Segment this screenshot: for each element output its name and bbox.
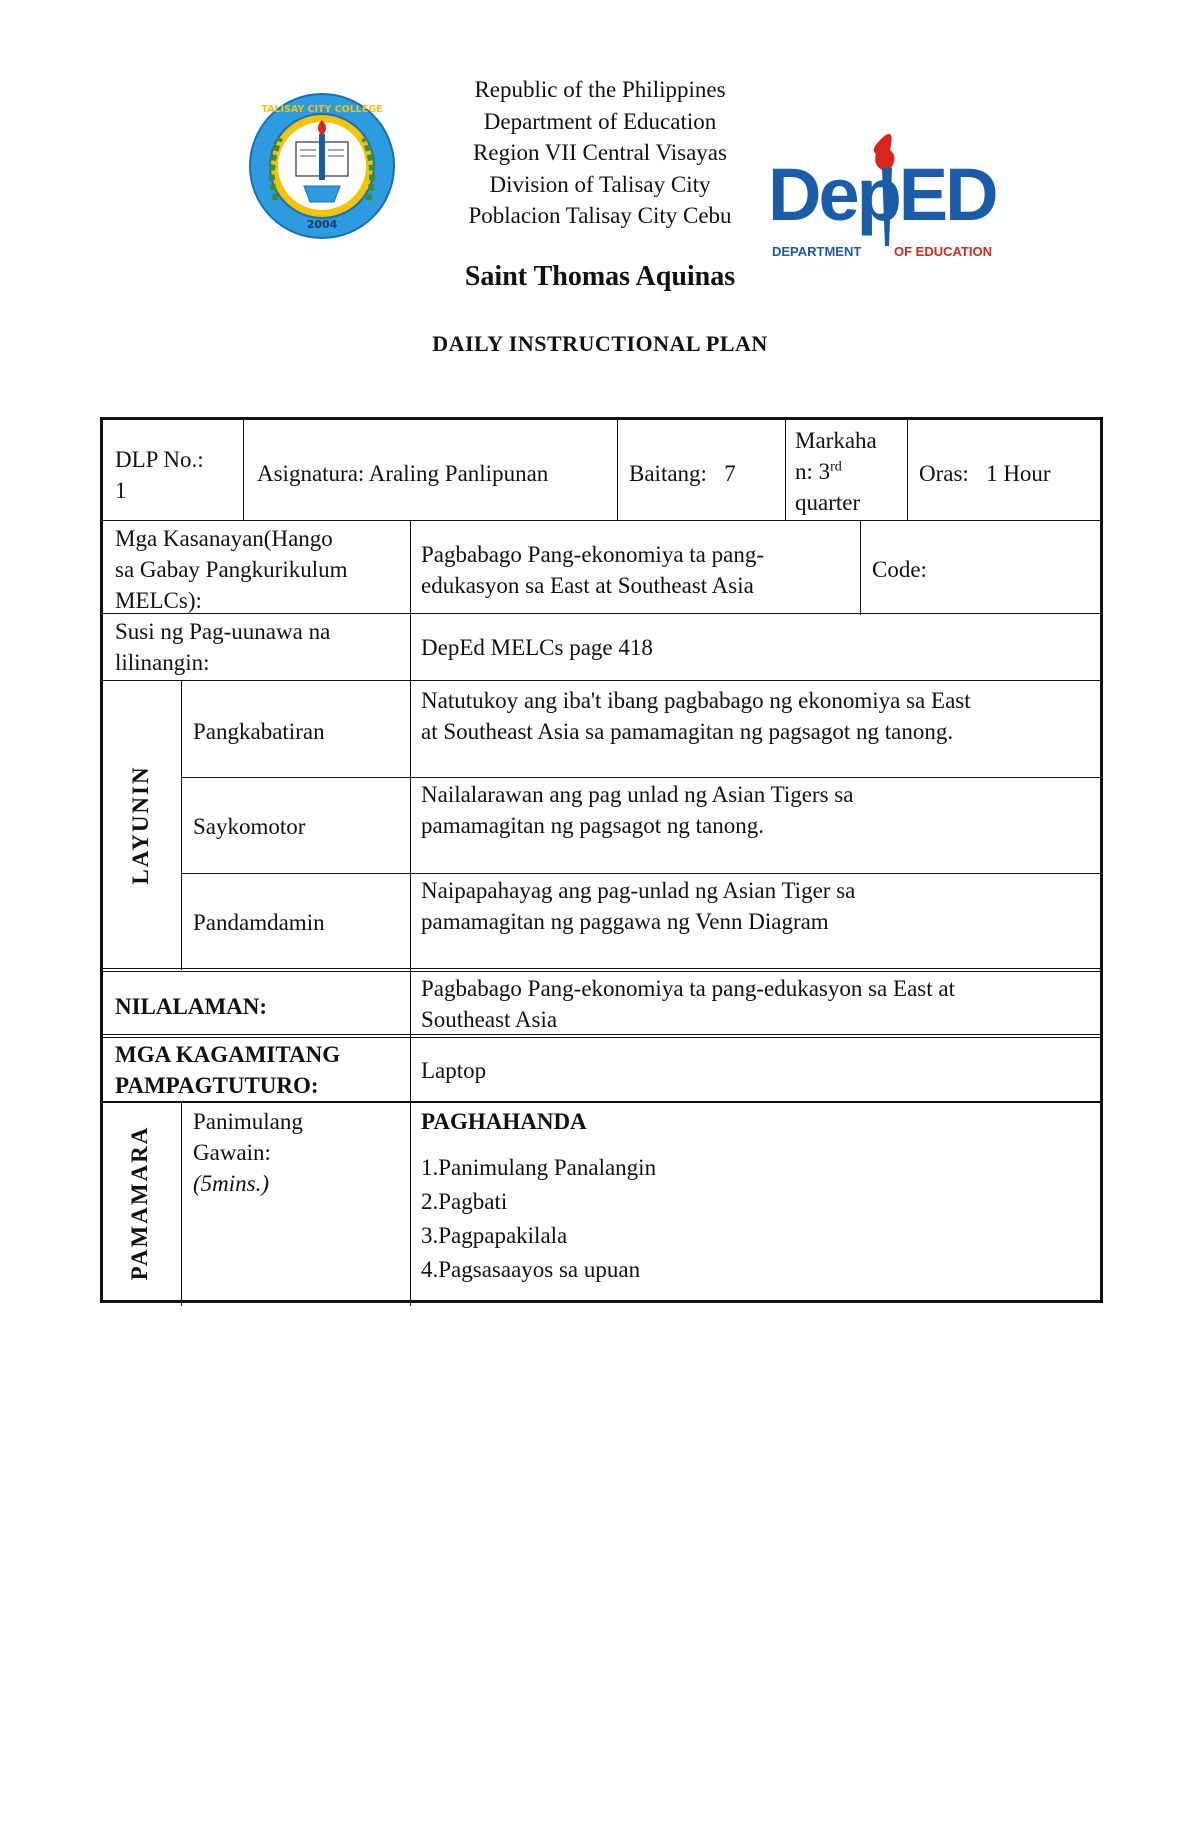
materials-label-line: PAMPAGTUTURO: (115, 1073, 319, 1098)
skills-label-line: MELCs): (115, 588, 202, 613)
objective-line: pamamagitan ng paggawa ng Venn Diagram (421, 909, 829, 934)
deped-tagline-left: DEPARTMENT (772, 244, 862, 259)
dlp-no-cell (115, 444, 235, 506)
skills-label-cell (115, 523, 415, 616)
objective-line: at Southeast Asia sa pamamagitan ng pagsagot ng tanong. (421, 719, 954, 744)
skills-label-line: Mga Kasanayan(Hango (115, 526, 333, 551)
letterhead (0, 60, 1200, 259)
key-understanding-label-cell (115, 616, 405, 678)
content-value-line: Pagbabago Pang-ekonomiya ta pang-edukasyon sa East at (421, 976, 955, 1001)
divider (617, 420, 618, 520)
objective-domain: Pandamdamin (193, 910, 325, 935)
row-line (103, 613, 1100, 614)
quarter-cell (795, 425, 907, 518)
activity-line: Gawain: (193, 1140, 271, 1165)
row-line (103, 1034, 1100, 1035)
preparation-step: 3.Pagpapakilala (421, 1223, 568, 1248)
content-label: NILALAMAN: (115, 994, 268, 1019)
content-value (421, 973, 1091, 1035)
preparation-heading: PAGHAHANDA (421, 1109, 587, 1134)
objective-line: Nailalarawan ang pag unlad ng Asian Tigers sa (421, 782, 854, 807)
activity-line: Panimulang (193, 1109, 303, 1134)
skills-label-line: sa Gabay Pangkurikulum (115, 557, 348, 582)
divider (785, 420, 786, 520)
deped-logo (768, 128, 1020, 268)
seal-year-text: 2004 (306, 218, 338, 231)
divider (907, 420, 908, 520)
skills-value-line: edukasyon sa East at Southeast Asia (421, 573, 754, 598)
dlp-no-value: 1 (115, 478, 127, 503)
address-line: Department of Education (483, 108, 717, 134)
skills-value-line: Pagbabago Pang-ekonomiya ta pang- (421, 542, 764, 567)
row-line (181, 777, 1100, 778)
row-line (103, 968, 1100, 969)
objective-line: pamamagitan ng pagsagot ng tanong. (421, 813, 765, 838)
address-line: Region VII Central Visayas (473, 140, 727, 165)
content-value-line: Southeast Asia (421, 1007, 558, 1032)
objective-text (421, 875, 1091, 937)
objective-text (421, 685, 1091, 747)
address-line: Poblacion Talisay City Cebu (468, 203, 732, 228)
layunin-section-label: LAYUNIN (128, 765, 153, 885)
quarter-line: n: 3rd (795, 459, 842, 484)
objective-line: Naipapahayag ang pag-unlad ng Asian Tiger sa (421, 878, 856, 903)
materials-value: Laptop (421, 1058, 487, 1083)
objective-domain: Saykomotor (193, 814, 306, 839)
divider (410, 520, 411, 1306)
address-block (400, 74, 800, 232)
preparation-step: 4.Pagsasaayos sa upuan (421, 1257, 641, 1282)
row-line (103, 680, 1100, 681)
row-line (181, 873, 1100, 874)
materials-label (115, 1039, 405, 1101)
deped-tagline-right: OF EDUCATION (894, 244, 992, 259)
objective-line: Natutukoy ang iba't ibang pagbabago ng ekonomiya sa East (421, 688, 971, 713)
quarter-line: Markaha (795, 428, 877, 453)
subject-cell: Asignatura: Araling Panlipunan (257, 461, 549, 486)
key-understanding-value-cell: DepEd MELCs page 418 (421, 635, 653, 660)
key-understanding-label-line: Susi ng Pag-uunawa na (115, 619, 331, 644)
code-cell: Code: (872, 557, 927, 582)
deped-wordmark: DepED (768, 153, 996, 236)
row-line (103, 520, 1100, 521)
plan-title: DAILY INSTRUCTIONAL PLAN (432, 331, 768, 356)
objective-domain: Pangkabatiran (193, 719, 325, 744)
address-line: Division of Talisay City (489, 171, 711, 197)
preparation-steps (421, 1151, 1021, 1287)
divider (181, 680, 182, 970)
objective-text (421, 779, 1091, 841)
divider (243, 420, 244, 520)
address-line: Republic of the Philippines (474, 77, 726, 102)
key-understanding-label-line: lilinangin: (115, 650, 210, 675)
preparation-step: 2.Pagbati (421, 1189, 508, 1214)
row-line (103, 1101, 1100, 1103)
pamamara-section-label: PAMAMARA (127, 1125, 152, 1281)
divider (860, 520, 861, 615)
activity-duration: (5mins.) (193, 1171, 270, 1196)
activity-cell (193, 1106, 403, 1199)
skills-value-cell (421, 539, 861, 601)
divider (181, 1102, 182, 1306)
dlp-no-label: DLP No.: (115, 447, 204, 472)
instructional-plan-table (100, 417, 1103, 1303)
seal-name-text: TALISAY CITY COLLEGE (261, 104, 383, 115)
grade-cell: Baitang: 7 (629, 461, 736, 486)
college-seal-logo (246, 90, 398, 242)
quarter-line: quarter (795, 490, 861, 515)
preparation-step: 1.Panimulang Panalangin (421, 1155, 657, 1180)
school-name: Saint Thomas Aquinas (464, 261, 736, 292)
time-cell: Oras: 1 Hour (919, 461, 1051, 486)
materials-label-line: MGA KAGAMITANG (115, 1042, 341, 1067)
